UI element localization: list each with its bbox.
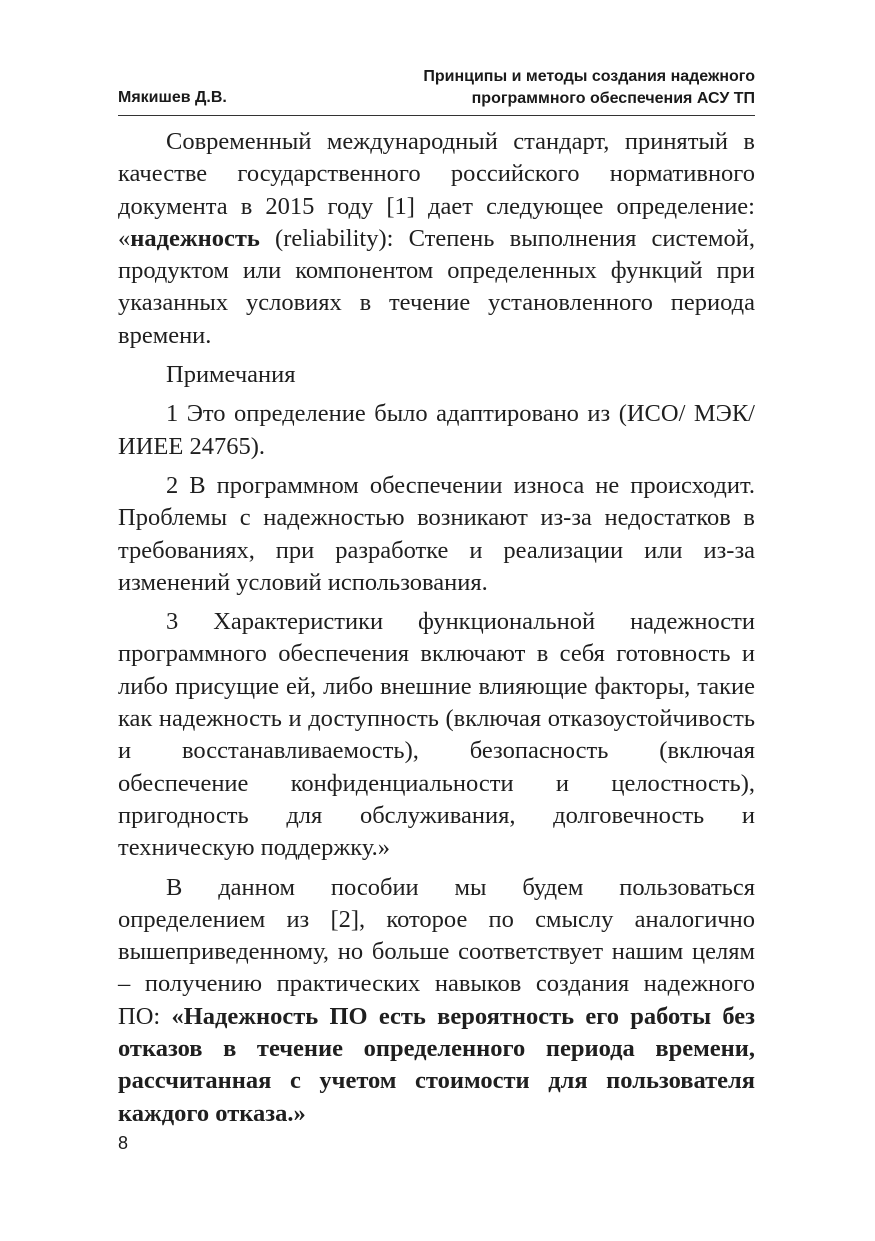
- page-body: [118, 126, 755, 1137]
- running-author: Мякишев Д.В.: [118, 89, 227, 106]
- page-number: 8: [118, 1133, 129, 1153]
- header-divider: [118, 115, 755, 116]
- running-title-line-2: программного обеспечения АСУ ТП: [471, 90, 755, 107]
- paragraph-manual-definition: [118, 872, 755, 1130]
- defined-term: надежность: [130, 224, 260, 252]
- notes-heading: Примечания: [166, 361, 296, 389]
- note-1: 1 Это определение было адаптировано из (ИСО/ МЭК/ИИЕЕ 24765).: [118, 400, 755, 460]
- paragraph-text: В данном пособии мы будем пользоваться определением из [2], которое по смыслу аналогично вышеприведенному, но больше соответствует нашим целям – получению практических навыков создания надежного ПО:: [118, 873, 755, 1030]
- paragraph-text: Современный международный стандарт, принятый в качестве государственного российского нормативного документа в 2015 году [1] дает следующее определение: «: [118, 128, 755, 252]
- paragraph-standard-definition: [118, 126, 755, 352]
- bold-definition: «Надежность ПО есть вероятность его работы без отказов в течение определенного периода времени, рассчитанная с учетом стоимости для пользователя каждого отказа.»: [118, 1002, 756, 1127]
- note-3: 3 Характеристики функциональной надежности программного обеспечения включают в себя готовность и либо присущие ей, либо внешние влияющие факторы, такие как надежность и доступность (включая отказоустойчивость и восстанавливаемость), безопасность (включая обеспечение конфиденциальности и целостность), пригодность для обслуживания, долговечность и техническую поддержку.»: [118, 608, 755, 862]
- definition-text: (reliability): Степень выполнения системой, продуктом или компонентом определенных функций при указанных условиях в течение установленного периода времени.: [118, 224, 755, 349]
- note-2: 2 В программном обеспечении износа не происходит. Проблемы с надежностью возникают из-за недостатков в требованиях, при разработке и реализации или из-за изменений условий использования.: [118, 471, 755, 596]
- running-title-line-1: Принципы и методы создания надежного: [423, 68, 755, 85]
- running-title: [335, 66, 755, 110]
